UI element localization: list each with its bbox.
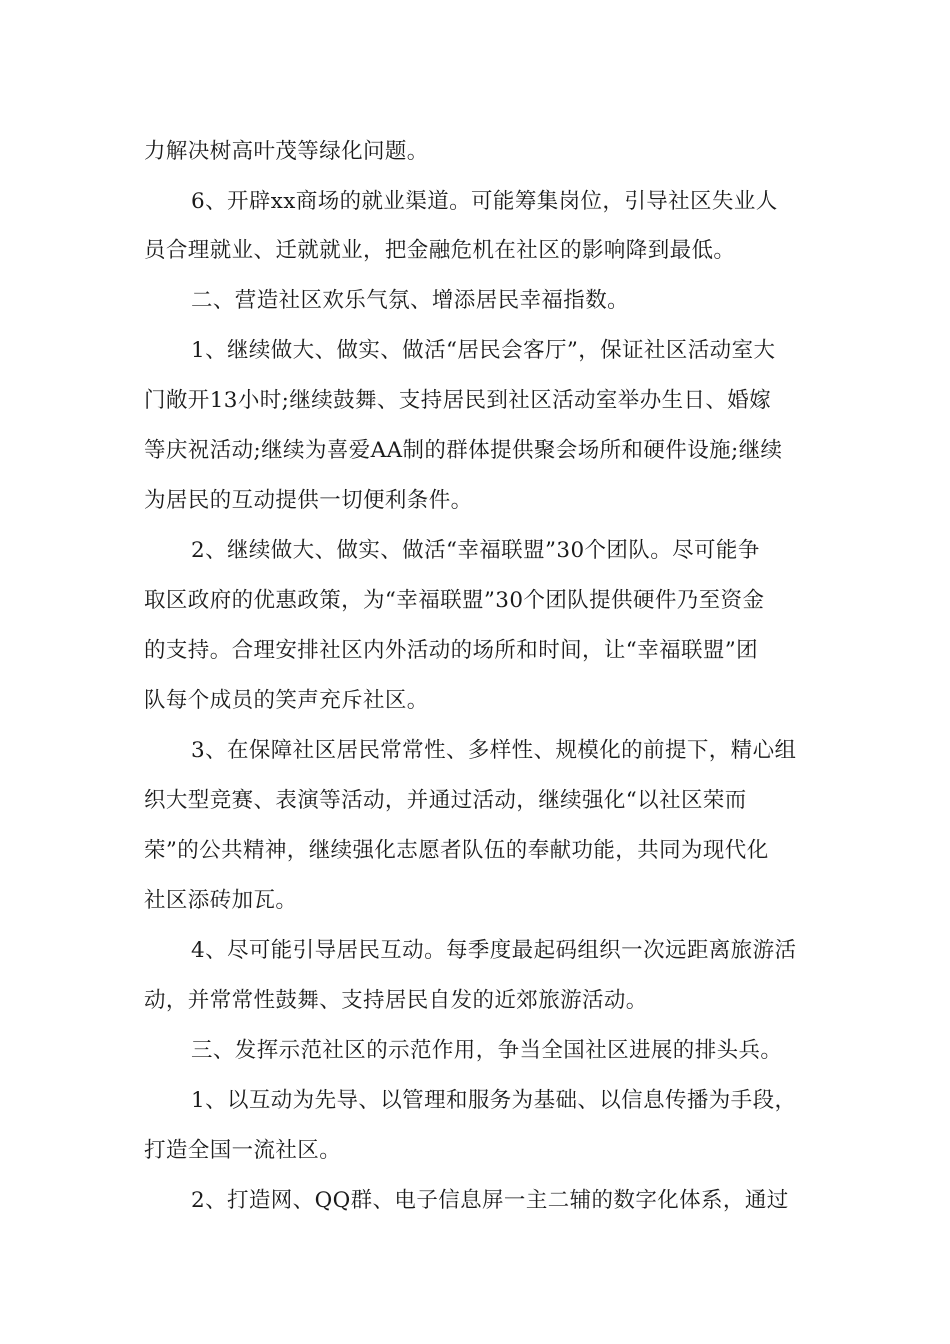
text-line-22: 2、打造网、QQ群、电子信息屏一主二辅的数字化体系，通过 — [191, 1188, 789, 1213]
text-line-21: 打造全国一流社区。 — [144, 1138, 342, 1163]
text-line-10: 取区政府的优惠政策，为“幸福联盟”30个团队提供硬件乃至资金 — [144, 588, 765, 613]
text-line-6: 门敞开13小时;继续鼓舞、支持居民到社区活动室举办生日、婚嫁 — [144, 388, 772, 413]
text-line-18: 动，并常常性鼓舞、支持居民自发的近郊旅游活动。 — [144, 988, 648, 1013]
section-heading-3: 三、发挥示范社区的示范作用，争当全国社区进展的排头兵。 — [191, 1038, 783, 1063]
section-heading-2: 二、营造社区欢乐气氛、增添居民幸福指数。 — [191, 288, 630, 313]
text-line-11: 的支持。合理安排社区内外活动的场所和时间，让“幸福联盟”团 — [144, 638, 759, 663]
text-line-16: 社区添砖加瓦。 — [144, 888, 298, 913]
text-line-8: 为居民的互动提供一切便利条件。 — [144, 488, 473, 513]
text-line-2: 6、开辟xx商场的就业渠道。可能筹集岗位，引导社区失业人 — [191, 189, 778, 214]
text-line-5: 1、继续做大、做实、做活“居民会客厅”，保证社区活动室大 — [191, 338, 776, 363]
text-line-3: 员合理就业、迁就就业，把金融危机在社区的影响降到最低。 — [144, 238, 736, 263]
text-line-1: 力解决树高叶茂等绿化问题。 — [144, 139, 429, 164]
text-line-12: 队每个成员的笑声充斥社区。 — [144, 688, 429, 713]
text-line-20: 1、以互动为先导、以管理和服务为基础、以信息传播为手段， — [191, 1088, 797, 1113]
text-line-9: 2、继续做大、做实、做活“幸福联盟”30个团队。尽可能争 — [191, 538, 760, 563]
text-line-14: 织大型竞赛、表演等活动，并通过活动，继续强化“以社区荣而 — [144, 788, 747, 813]
text-line-15: 荣”的公共精神，继续强化志愿者队伍的奉献功能，共同为现代化 — [144, 838, 769, 863]
text-line-13: 3、在保障社区居民常常性、多样性、规模化的前提下，精心组 — [191, 738, 797, 763]
text-line-7: 等庆祝活动;继续为喜爱AA制的群体提供聚会场所和硬件设施;继续 — [144, 438, 783, 463]
text-line-17: 4、尽可能引导居民互动。每季度最起码组织一次远距离旅游活 — [191, 938, 797, 963]
